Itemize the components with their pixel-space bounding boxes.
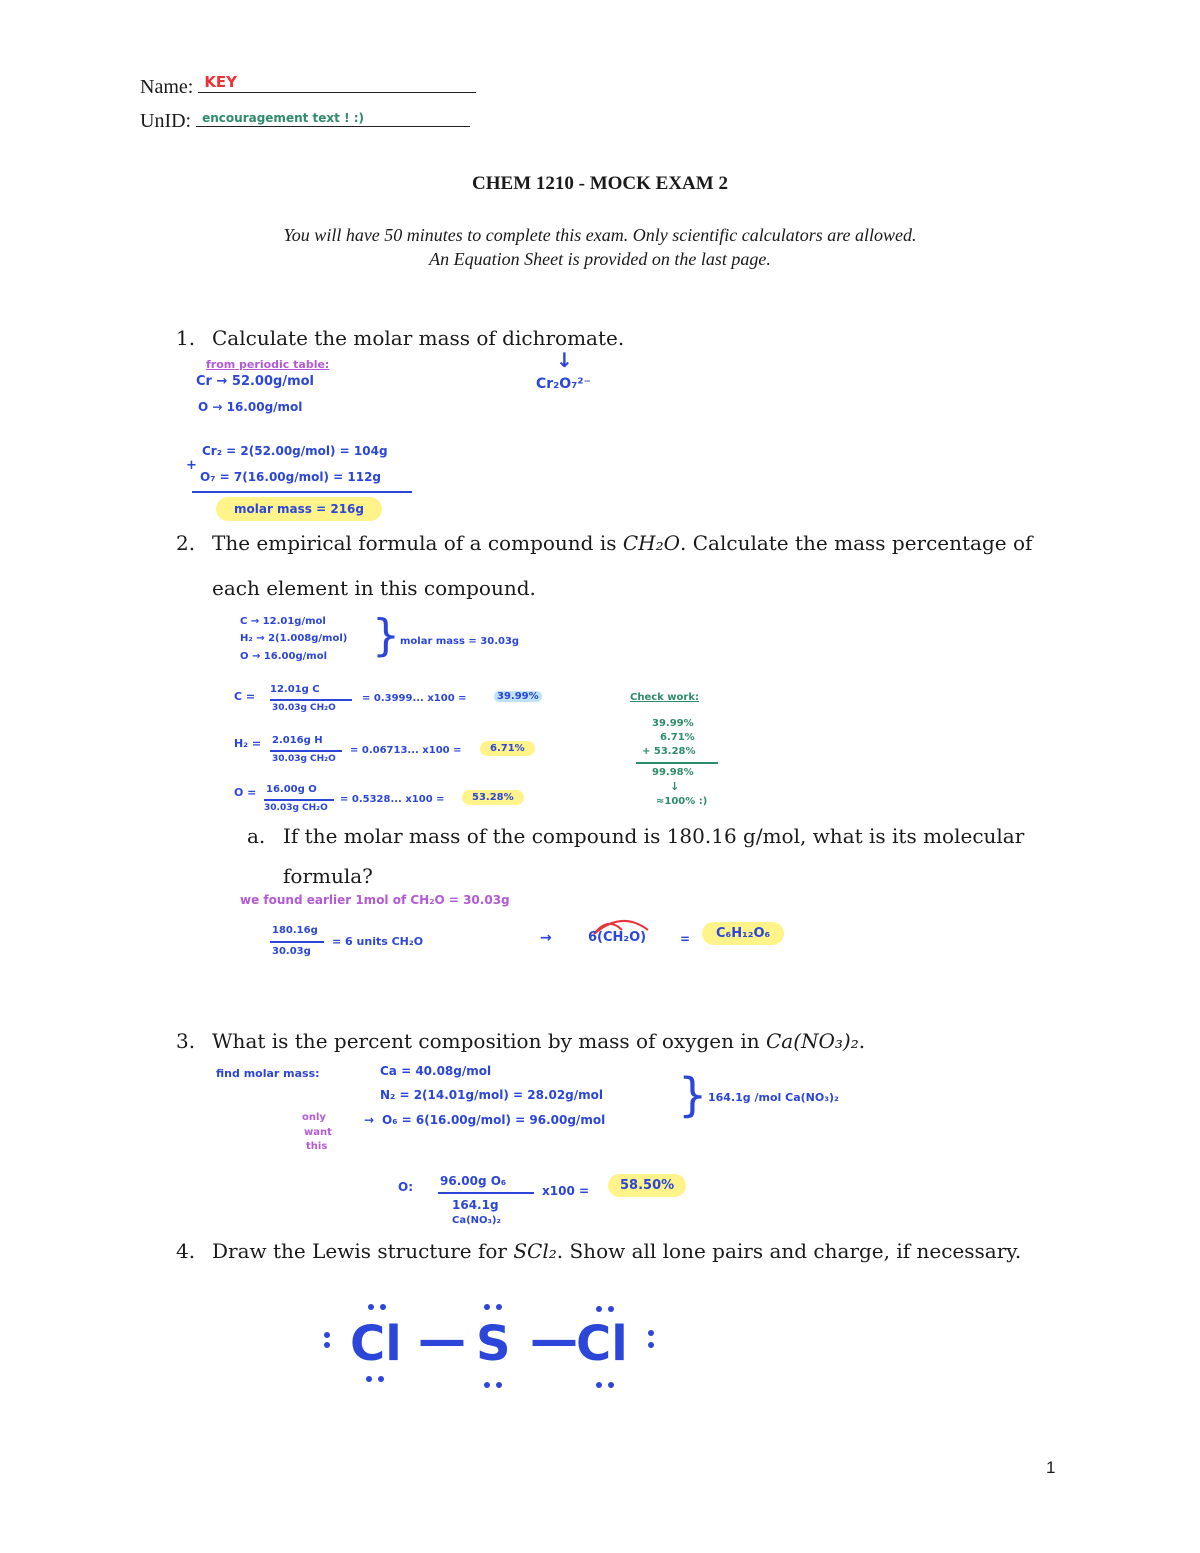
question-1 bbox=[176, 326, 624, 350]
question-4-formula: SCl₂ bbox=[513, 1239, 557, 1263]
q1-sum-line bbox=[192, 491, 412, 493]
q3-answer: 58.50% bbox=[608, 1174, 686, 1197]
q1-plus-sign: + bbox=[186, 458, 197, 473]
q2-note-o: O → 16.00g/mol bbox=[240, 651, 328, 662]
question-4 bbox=[176, 1239, 1021, 1263]
name-field[interactable] bbox=[198, 74, 476, 93]
q2a-units: = 6 units CH₂O bbox=[332, 935, 424, 948]
q2-h-result: = 0.06713... x100 = bbox=[350, 745, 462, 756]
q2-check-arrow: ↓ bbox=[670, 780, 680, 793]
q3-arrow: → bbox=[364, 1113, 375, 1127]
lewis-right-chlorine: Cl bbox=[576, 1316, 628, 1372]
question-2a-text-a: If the molar mass of the compound is 180.16 g/mol, what is its molecular bbox=[283, 824, 1025, 848]
q2a-equals: = bbox=[680, 932, 691, 946]
q2-h-fraction-bar bbox=[270, 750, 342, 752]
q2-c-label: C = bbox=[234, 690, 256, 703]
q3-o-numerator: 96.00g O₆ bbox=[440, 1174, 507, 1188]
q3-o-label: O: bbox=[398, 1180, 413, 1194]
q2-check-3: + 53.28% bbox=[642, 746, 696, 757]
q2a-fraction-numerator: 180.16g bbox=[272, 925, 318, 936]
q3-total-molar-mass: 164.1g /mol Ca(NO₃)₂ bbox=[708, 1091, 839, 1104]
q1-note-cr: Cr → 52.00g/mol bbox=[196, 374, 315, 389]
question-2a bbox=[247, 824, 1024, 848]
lone-pair-dot bbox=[380, 1304, 386, 1310]
lewis-bond-left: — bbox=[418, 1312, 466, 1368]
name-row bbox=[140, 74, 476, 99]
q3-only: only bbox=[302, 1112, 326, 1123]
q3-o-denominator-1: 164.1g bbox=[452, 1198, 499, 1212]
q2-h-label: H₂ = bbox=[234, 737, 262, 750]
unid-field[interactable] bbox=[196, 108, 470, 127]
q2-o-label: O = bbox=[234, 786, 257, 799]
lone-pair-dot bbox=[596, 1306, 602, 1312]
question-1-text: Calculate the molar mass of dichromate. bbox=[212, 326, 625, 350]
q2-o-percent: 53.28% bbox=[462, 790, 524, 805]
instructions-line-1: You will have 50 minutes to complete this exam. Only scientific calculators are allowed. bbox=[283, 225, 917, 245]
question-2-text-c: each element in this compound. bbox=[212, 576, 536, 600]
q2-check-heading: Check work: bbox=[630, 692, 699, 703]
lone-pair-dot bbox=[496, 1304, 502, 1310]
page-number: 1 bbox=[1046, 1458, 1056, 1477]
q2a-fraction-denominator: 30.03g bbox=[272, 946, 311, 957]
lone-pair-dot bbox=[484, 1382, 490, 1388]
q2-o-denominator: 30.03g CH₂O bbox=[264, 803, 328, 813]
question-3-text-b: . bbox=[858, 1029, 866, 1053]
q1-result: molar mass = 216g bbox=[216, 497, 382, 521]
unid-value: encouragement text ! :) bbox=[202, 111, 364, 125]
q2-c-numerator: 12.01g C bbox=[270, 684, 320, 695]
question-3-number: 3. bbox=[176, 1029, 196, 1053]
lone-pair-dot bbox=[484, 1304, 490, 1310]
q2a-multiplied-formula: 6(CH₂O) bbox=[588, 930, 647, 945]
lone-pair-dot bbox=[648, 1342, 654, 1348]
q1-note-heading: from periodic table: bbox=[206, 358, 330, 371]
q3-note-ca: Ca = 40.08g/mol bbox=[380, 1064, 492, 1078]
question-2a-letter: a. bbox=[247, 824, 266, 848]
lone-pair-dot bbox=[608, 1382, 614, 1388]
lone-pair-dot bbox=[324, 1342, 330, 1348]
name-label: Name: bbox=[140, 76, 194, 98]
question-2-formula: CH₂O bbox=[622, 531, 681, 555]
q2a-answer: C₆H₁₂O₆ bbox=[702, 922, 784, 945]
q1-note-cr2: Cr₂ = 2(52.00g/mol) = 104g bbox=[202, 444, 388, 458]
unid-row bbox=[140, 108, 470, 133]
q3-find-molar-mass: find molar mass: bbox=[216, 1067, 320, 1080]
question-2-text-b: . Calculate the mass percentage of bbox=[680, 531, 1033, 555]
question-1-number: 1. bbox=[176, 326, 196, 350]
q2-o-result: = 0.5328... x100 = bbox=[340, 794, 445, 805]
q3-o-denominator-2: Ca(NO₃)₂ bbox=[452, 1215, 501, 1226]
q2-brace: } bbox=[372, 610, 400, 661]
q2-molar-mass: molar mass = 30.03g bbox=[400, 636, 520, 647]
q2-o-numerator: 16.00g O bbox=[266, 784, 317, 795]
q3-brace: } bbox=[678, 1068, 708, 1122]
lone-pair-dot bbox=[496, 1382, 502, 1388]
q2-h-percent: 6.71% bbox=[480, 741, 535, 756]
lone-pair-dot bbox=[368, 1304, 374, 1310]
lone-pair-dot bbox=[648, 1330, 654, 1336]
q3-want: want bbox=[304, 1127, 332, 1138]
q2-check-sum: 99.98% bbox=[652, 767, 694, 778]
q1-down-arrow: ↓ bbox=[556, 348, 573, 372]
q2-check-note: ≈100% :) bbox=[656, 796, 708, 807]
q3-note-o: O₆ = 6(16.00g/mol) = 96.00g/mol bbox=[382, 1113, 606, 1127]
name-value: KEY bbox=[204, 73, 238, 91]
q2-check-2: 6.71% bbox=[660, 732, 695, 743]
lone-pair-dot bbox=[366, 1376, 372, 1382]
lone-pair-dot bbox=[378, 1376, 384, 1382]
question-2-text-a: The empirical formula of a compound is bbox=[212, 531, 623, 555]
question-4-text-b: . Show all lone pairs and charge, if necessary. bbox=[556, 1239, 1022, 1263]
question-3 bbox=[176, 1029, 865, 1053]
unid-label: UnID: bbox=[140, 110, 192, 132]
lewis-left-chlorine: Cl bbox=[350, 1316, 402, 1372]
exam-title: CHEM 1210 - MOCK EXAM 2 bbox=[472, 173, 728, 194]
question-4-text-a: Draw the Lewis structure for bbox=[212, 1239, 514, 1263]
question-3-text-a: What is the percent composition by mass of oxygen in bbox=[212, 1029, 766, 1053]
lone-pair-dot bbox=[324, 1332, 330, 1338]
q2-h-numerator: 2.016g H bbox=[272, 735, 323, 746]
q3-note-n: N₂ = 2(14.01g/mol) = 28.02g/mol bbox=[380, 1088, 604, 1102]
lone-pair-dot bbox=[608, 1306, 614, 1312]
q2-check-1: 39.99% bbox=[652, 718, 694, 729]
question-2-number: 2. bbox=[176, 531, 196, 555]
q2a-fraction-bar bbox=[270, 941, 324, 943]
lewis-sulfur: S bbox=[476, 1316, 511, 1372]
q1-dichromate-formula: Cr₂O₇²⁻ bbox=[536, 376, 591, 392]
question-2 bbox=[176, 531, 1032, 555]
lewis-bond-right: — bbox=[530, 1312, 578, 1368]
q2-o-fraction-bar bbox=[264, 799, 334, 801]
q3-multiplier: x100 = bbox=[542, 1184, 590, 1198]
q2a-note-line1: we found earlier 1mol of CH₂O = 30.03g bbox=[240, 893, 510, 907]
q2-note-h: H₂ → 2(1.008g/mol) bbox=[240, 633, 348, 644]
lone-pair-dot bbox=[596, 1382, 602, 1388]
q2a-arrow: → bbox=[540, 930, 552, 946]
question-3-formula: Ca(NO₃)₂ bbox=[765, 1029, 859, 1053]
question-2a-text-b: formula? bbox=[283, 864, 373, 888]
q2-note-c: C → 12.01g/mol bbox=[240, 616, 326, 627]
lewis-structure bbox=[300, 1296, 680, 1396]
q2-check-line bbox=[636, 762, 718, 764]
q3-fraction-bar bbox=[438, 1192, 534, 1194]
question-4-number: 4. bbox=[176, 1239, 196, 1263]
q2-c-denominator: 30.03g CH₂O bbox=[272, 703, 336, 713]
q3-this: this bbox=[306, 1141, 328, 1152]
q2-c-fraction-bar bbox=[270, 699, 352, 701]
q2-c-percent: 39.99% bbox=[494, 691, 542, 702]
q2-c-result: = 0.3999... x100 = bbox=[362, 693, 467, 704]
q1-note-o: O → 16.00g/mol bbox=[198, 400, 303, 414]
q1-note-o7: O₇ = 7(16.00g/mol) = 112g bbox=[200, 470, 382, 484]
q2-h-denominator: 30.03g CH₂O bbox=[272, 754, 336, 764]
instructions-line-2: An Equation Sheet is provided on the last page. bbox=[429, 249, 771, 269]
